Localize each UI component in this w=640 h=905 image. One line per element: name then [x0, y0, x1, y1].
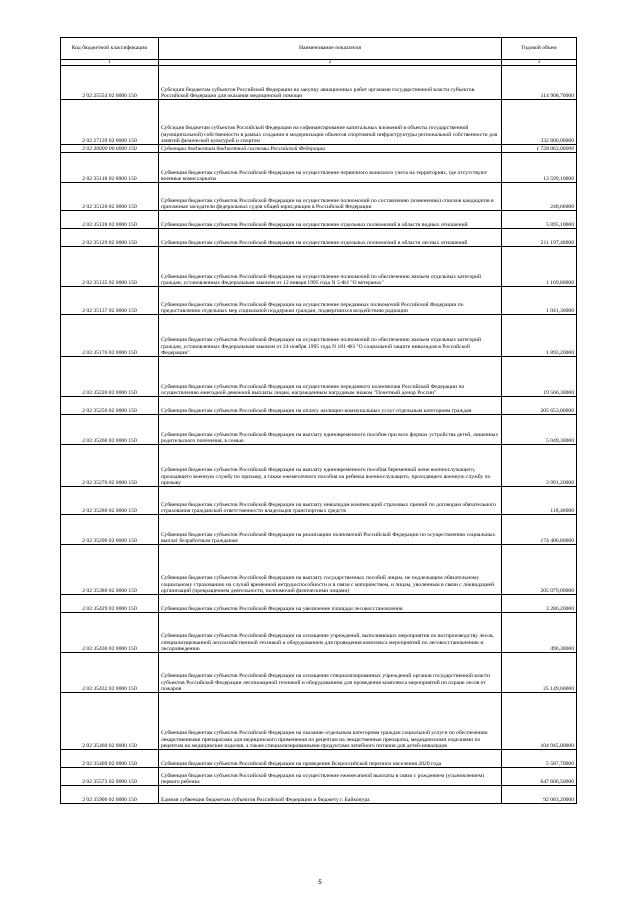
row-name: Единая субвенция бюджетам субъектов Российской Федерации и бюджету г. Байконура: [159, 786, 502, 804]
row-amount: 25 149,60000: [502, 653, 577, 693]
table-row: [61, 66, 577, 100]
row-code: 2 02 35128 02 0000 150: [61, 211, 159, 229]
row-name: Субвенция бюджетам субъектов Российской Федерации на осуществление первичного воинского учета на территориях, где отсутствуют военные комиссариаты: [159, 153, 502, 183]
row-code: 2 02 35270 02 0000 150: [61, 445, 159, 487]
table-row: [61, 750, 577, 768]
row-name: Субвенция бюджетам субъектов Российской Федерации на осуществление переданных полномочий Российской Федерации по предоставлению отдельных мер социальной поддержки граждан, подвергшихся воздействию радиации: [159, 287, 502, 315]
header-amount: Годовой объем: [502, 38, 577, 60]
row-amount: 1 893,20000: [502, 315, 577, 357]
row-name: Субвенция бюджетам субъектов Российской Федерации на выплату единовременного пособия при всех формах устройства детей, лишенных родительского попечения, в семью: [159, 415, 502, 445]
row-code: 2 02 35250 02 0000 150: [61, 397, 159, 415]
row-amount: 211 197,40000: [502, 229, 577, 247]
row-code: 2 02 35135 02 0000 150: [61, 247, 159, 287]
table-row: [61, 545, 577, 595]
table-row: [61, 515, 577, 545]
row-amount: 92 083,20000: [502, 786, 577, 804]
row-code: 2 02 35137 02 0000 150: [61, 287, 159, 315]
budget-table: [60, 37, 577, 804]
table-row: [61, 693, 577, 750]
row-amount: 248,60000: [502, 183, 577, 211]
row-code: 2 02 35380 02 0000 150: [61, 545, 159, 595]
page-number: 5: [318, 880, 322, 886]
row-amount: 205 653,00000: [502, 397, 577, 415]
row-amount: 114 908,70000: [502, 66, 577, 100]
column-number: 3: [502, 60, 577, 66]
table-row: [61, 786, 577, 804]
row-code: 2 02 35260 02 0000 150: [61, 415, 159, 445]
row-amount: 118,40000: [502, 487, 577, 515]
row-amount: 1 041,30000: [502, 287, 577, 315]
row-code: 2 02 35432 02 0000 150: [61, 653, 159, 693]
table-row: [61, 211, 577, 229]
table-row: [61, 445, 577, 487]
row-name: Субсидия бюджетам субъектов Российской Федерации на софинансирование капитальных вложений в объекты государственной (муниципальной) собственности в рамках создания и модернизации объектов спортивной инфраструктуры региональной собственности для занятий физической культурой и спортом: [159, 100, 502, 145]
row-code: 2 02 35290 02 0000 150: [61, 515, 159, 545]
row-amount: 5 587,70000: [502, 750, 577, 768]
row-name: Субсидии бюджетам субъектов Российской Федерации на закупку авиационных работ органами государственной власти субъектов Российской Федерации для оказания медицинской помощи: [159, 66, 502, 100]
row-code: 2 02 35460 02 0000 150: [61, 693, 159, 750]
row-amount: 3 286,20000: [502, 595, 577, 613]
row-code: 2 02 35900 02 0000 150: [61, 786, 159, 804]
row-amount: 1 169,80000: [502, 247, 577, 287]
table-row: [61, 247, 577, 287]
row-code: 2 02 35118 02 0000 150: [61, 153, 159, 183]
row-amount: 5 895,10000: [502, 211, 577, 229]
row-amount: 13 599,10000: [502, 153, 577, 183]
row-name: Субвенция бюджетам субъектов Российской Федерации на оплату жилищно-коммунальных услуг отдельным категориям граждан: [159, 397, 502, 415]
table-row: [61, 183, 577, 211]
table-row: [61, 487, 577, 515]
row-name: Субвенция бюджетам субъектов Российской Федерации на увеличение площади лесовосстановления: [159, 595, 502, 613]
table-row: [61, 315, 577, 357]
row-amount: 5 049,30000: [502, 415, 577, 445]
table-row: [61, 287, 577, 315]
row-amount: 104 945,00000: [502, 693, 577, 750]
table-row: [61, 595, 577, 613]
row-name: Субвенция бюджетам субъектов Российской Федерации на осуществление переданного полномочия Российской Федерации по осуществлению ежегодной денежной выплаты лицам, награжденным нагрудным знаком "Почетный донор России": [159, 357, 502, 397]
column-number: 2: [159, 60, 502, 66]
row-amount: 647 606,50000: [502, 768, 577, 786]
table-row: [61, 145, 577, 153]
row-amount: 1 728 063,00000: [502, 145, 577, 153]
row-amount: 332 800,00000: [502, 100, 577, 145]
row-code: 2 02 35129 02 0000 150: [61, 229, 159, 247]
row-code: 2 02 35176 02 0000 150: [61, 315, 159, 357]
row-code: 2 02 25554 02 0000 150: [61, 66, 159, 100]
row-name: Субвенция бюджетам субъектов Российской Федерации на проведение Всероссийской переписи населения 2020 года: [159, 750, 502, 768]
table-row: [61, 229, 577, 247]
row-name: Субвенция бюджетам субъектов Российской Федерации на осуществление полномочий по обеспечению жильем отдельных категорий граждан, установленных Федеральным законом от 12 января 1995 года N 5-ФЗ "О ветеранах": [159, 247, 502, 287]
row-code: 2 02 35280 02 0000 150: [61, 487, 159, 515]
row-code: 2 02 35429 02 0000 150: [61, 595, 159, 613]
row-amount: 19 566,30000: [502, 357, 577, 397]
row-name: Субвенция бюджетам субъектов Российской Федерации на осуществление ежемесячной выплаты в связи с рождением (усыновлением) первого ребенка: [159, 768, 502, 786]
row-name: Субвенция бюджетам субъектов Российской Федерации на выплату государственных пособий лицам, не подлежащим обязательному социальному страхованию на случай временной нетрудоспособности и в связи с материнством, и лицам, уволенным в связи с ликвидацией организаций (прекращением деятельности, полномочий физическими лицами): [159, 545, 502, 595]
row-name: Субвенция бюджетам субъектов Российской Федерации на реализацию полномочий Российской Федерации по осуществлению социальных выплат безработным гражданам: [159, 515, 502, 545]
table-row: [61, 768, 577, 786]
row-name: Субвенция бюджетам субъектов Российской Федерации на выплату инвалидам компенсаций страховых премий по договорам обязательного страхования гражданской ответственности владельцев транспортных средств: [159, 487, 502, 515]
row-code: 2 02 30000 00 0000 150: [61, 145, 159, 153]
table-row: [61, 153, 577, 183]
row-name: Субвенция бюджетам субъектов Российской Федерации на осуществление отдельных полномочий в области водных отношений: [159, 211, 502, 229]
table-row: [61, 357, 577, 397]
column-number: 1: [61, 60, 159, 66]
row-amount: 496,30000: [502, 613, 577, 653]
row-code: 2 02 27139 02 0000 150: [61, 100, 159, 145]
table-row: [61, 415, 577, 445]
table-row: [61, 397, 577, 415]
table-row: [61, 613, 577, 653]
row-name: Субвенция бюджетам субъектов Российской Федерации на оснащение специализированных учреждений органов государственной власти субъектов Российской Федерации лесопожарной техникой и оборудованием для проведения комплекса мероприятий по охране лесов от пожаров: [159, 653, 502, 693]
row-amount: 205 079,00000: [502, 545, 577, 595]
header-code: Код бюджетной классификации: [61, 38, 159, 60]
row-name: Субвенция бюджетам субъектов Российской Федерации на осуществление полномочий по обеспечению жильем отдельных категорий граждан, установленных Федеральным законом от 24 ноября 1995 года N 181-ФЗ "О социальной защите инвалидов в Российской Федерации": [159, 315, 502, 357]
row-name: Субвенция бюджетам субъектов Российской Федерации на выплату единовременного пособия беременной жене военнослужащего, проходящего военную службу по призыву, а также ежемесячного пособия на ребенка военнослужащего, проходящего военную службу по призыву: [159, 445, 502, 487]
row-name: Субвенция бюджетам субъектов Российской Федерации на осуществление отдельных полномочий в области лесных отношений: [159, 229, 502, 247]
table-body: [61, 66, 577, 804]
header-name: Наименование показателя: [159, 38, 502, 60]
row-code: 2 02 35469 02 0000 150: [61, 750, 159, 768]
row-name: Субвенции бюджетам бюджетной системы Российской Федерации: [159, 145, 502, 153]
row-code: 2 02 35120 02 0000 150: [61, 183, 159, 211]
row-name: Субвенция бюджетам субъектов Российской Федерации на осуществление полномочий по составлению (изменению) списков кандидатов в присяжные заседатели федеральных судов общей юрисдикции в Российской Федерации: [159, 183, 502, 211]
row-code: 2 02 35430 02 0000 150: [61, 613, 159, 653]
row-code: 2 02 35573 02 0000 150: [61, 768, 159, 786]
row-code: 2 02 35220 02 0000 150: [61, 357, 159, 397]
row-name: Субвенция бюджетам субъектов Российской Федерации на оказание отдельным категориям граждан социальной услуги по обеспечению лекарственными препаратами для медицинского применения по рецептам на лекарственные препараты, медицинскими изделиями по рецептам на медицинские изделия, а также специализированными продуктами лечебного питания для детей-инвалидов: [159, 693, 502, 750]
table-row: [61, 653, 577, 693]
row-name: Субвенция бюджетам субъектов Российской Федерации на оснащение учреждений, выполняющих мероприятия по воспроизводству лесов, специализированной лесохозяйственной техникой и оборудованием для проведения комплекса мероприятий по лесовосстановлению и лесоразведению: [159, 613, 502, 653]
row-amount: 174 406,80000: [502, 515, 577, 545]
table-header-row: [61, 38, 577, 60]
row-amount: 3 991,20000: [502, 445, 577, 487]
table-row: [61, 100, 577, 145]
